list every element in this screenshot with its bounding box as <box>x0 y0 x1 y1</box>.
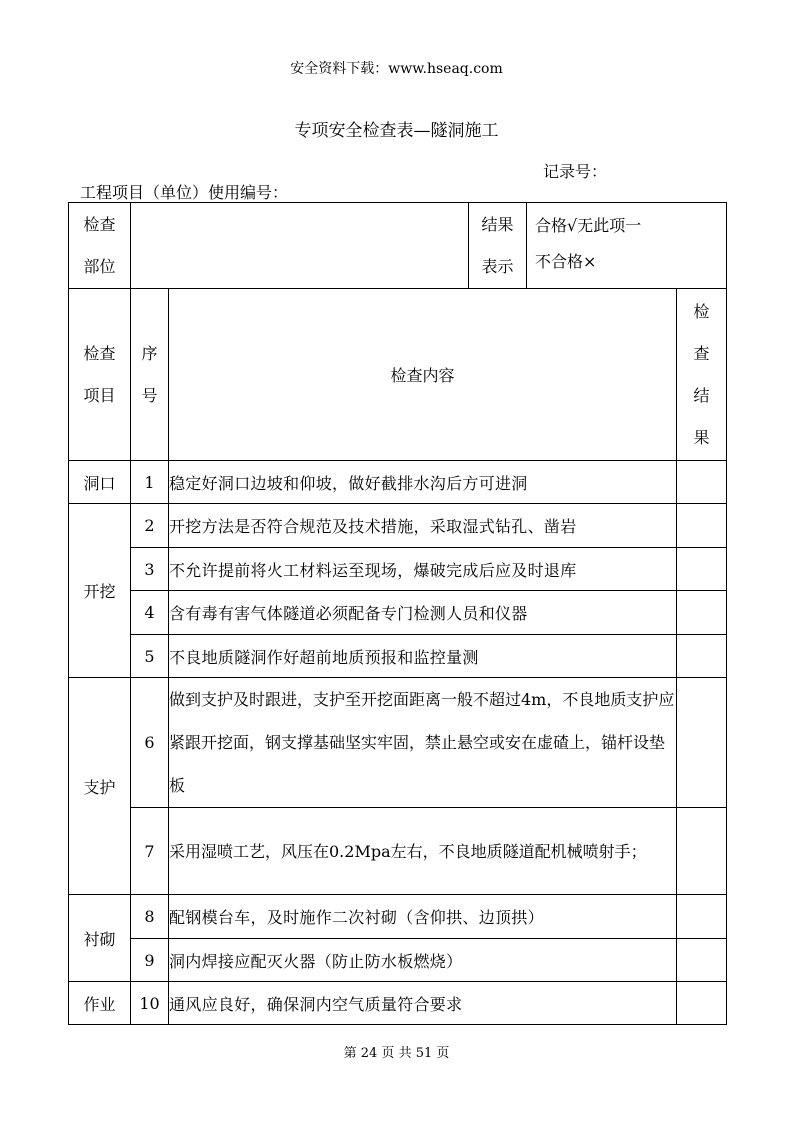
col-header-content: 检查内容 <box>169 289 677 461</box>
row-number: 10 <box>131 982 169 1025</box>
table-row <box>69 808 727 895</box>
col-header-item: 检查 项目 <box>69 289 131 461</box>
table-row <box>69 635 727 678</box>
row-content: 通风应良好，确保洞内空气质量符合要求 <box>169 982 677 1025</box>
group-name: 作业 <box>69 982 131 1025</box>
legend-line: 合格√无此项一 <box>535 216 642 235</box>
row-number: 1 <box>131 461 169 504</box>
location-value-cell[interactable] <box>131 203 469 289</box>
row-content: 稳定好洞口边坡和仰坡，做好截排水沟后方可进洞 <box>169 461 677 504</box>
result-cell[interactable] <box>677 895 727 939</box>
row-content: 含有毒有害气体隧道必须配备专门检测人员和仪器 <box>169 591 677 635</box>
result-legend <box>527 203 727 289</box>
result-label: 结果 表示 <box>469 203 527 289</box>
site-header: 安全资料下载：www.hseaq.com <box>290 61 503 77</box>
group-name: 支护 <box>69 678 131 895</box>
result-cell[interactable] <box>677 635 727 678</box>
col-header-no: 序 号 <box>131 289 169 461</box>
table-row <box>69 982 727 1025</box>
table-row <box>69 548 727 591</box>
row-content: 不良地质隧洞作好超前地质预报和监控量测 <box>169 635 677 678</box>
table-row <box>69 591 727 635</box>
row-number: 9 <box>131 939 169 982</box>
table-row <box>69 895 727 939</box>
row-content: 配钢模台车，及时施作二次衬砌（含仰拱、边顶拱） <box>169 895 677 939</box>
row-content: 洞内焊接应配灭火器（防止防水板燃烧） <box>169 939 677 982</box>
row-number: 5 <box>131 635 169 678</box>
column-header-row <box>69 289 727 461</box>
result-cell[interactable] <box>677 982 727 1025</box>
row-number: 2 <box>131 504 169 548</box>
project-label: 工程项目（单位）使用编号： <box>80 183 289 202</box>
row-content: 采用湿喷工艺，风压在0.2Mpa左右，不良地质隧道配机械喷射手； <box>169 808 677 895</box>
inspection-table <box>68 202 727 1025</box>
row-number: 8 <box>131 895 169 939</box>
result-cell[interactable] <box>677 548 727 591</box>
col-header-result: 检 查 结 果 <box>677 289 727 461</box>
page-title: 专项安全检查表—隧洞施工 <box>294 121 499 141</box>
result-cell[interactable] <box>677 591 727 635</box>
group-name: 衬砌 <box>69 895 131 982</box>
group-name: 开挖 <box>69 504 131 678</box>
table-row <box>69 504 727 548</box>
row-number: 4 <box>131 591 169 635</box>
result-cell[interactable] <box>677 678 727 808</box>
table-row <box>69 461 727 504</box>
row-number: 3 <box>131 548 169 591</box>
legend-line: 不合格× <box>535 252 597 271</box>
result-cell[interactable] <box>677 461 727 504</box>
result-cell[interactable] <box>677 504 727 548</box>
result-cell[interactable] <box>677 939 727 982</box>
result-cell[interactable] <box>677 808 727 895</box>
row-number: 7 <box>131 808 169 895</box>
table-row <box>69 678 727 808</box>
row-number: 6 <box>131 678 169 808</box>
table-row <box>69 939 727 982</box>
group-name: 洞口 <box>69 461 131 504</box>
location-label: 检查 部位 <box>69 203 131 289</box>
row-content: 做到支护及时跟进，支护至开挖面距离一般不超过4m，不良地质支护应紧跟开挖面，钢支撑基础坚实牢固，禁止悬空或安在虚碴上，锚杆设垫板 <box>169 678 677 808</box>
row-content: 不允许提前将火工材料运至现场，爆破完成后应及时退库 <box>169 548 677 591</box>
location-row <box>69 203 727 289</box>
row-content: 开挖方法是否符合规范及技术措施，采取湿式钻孔、凿岩 <box>169 504 677 548</box>
record-number-label: 记录号： <box>543 162 608 181</box>
page-footer: 第 24 页 共 51 页 <box>343 1046 450 1061</box>
